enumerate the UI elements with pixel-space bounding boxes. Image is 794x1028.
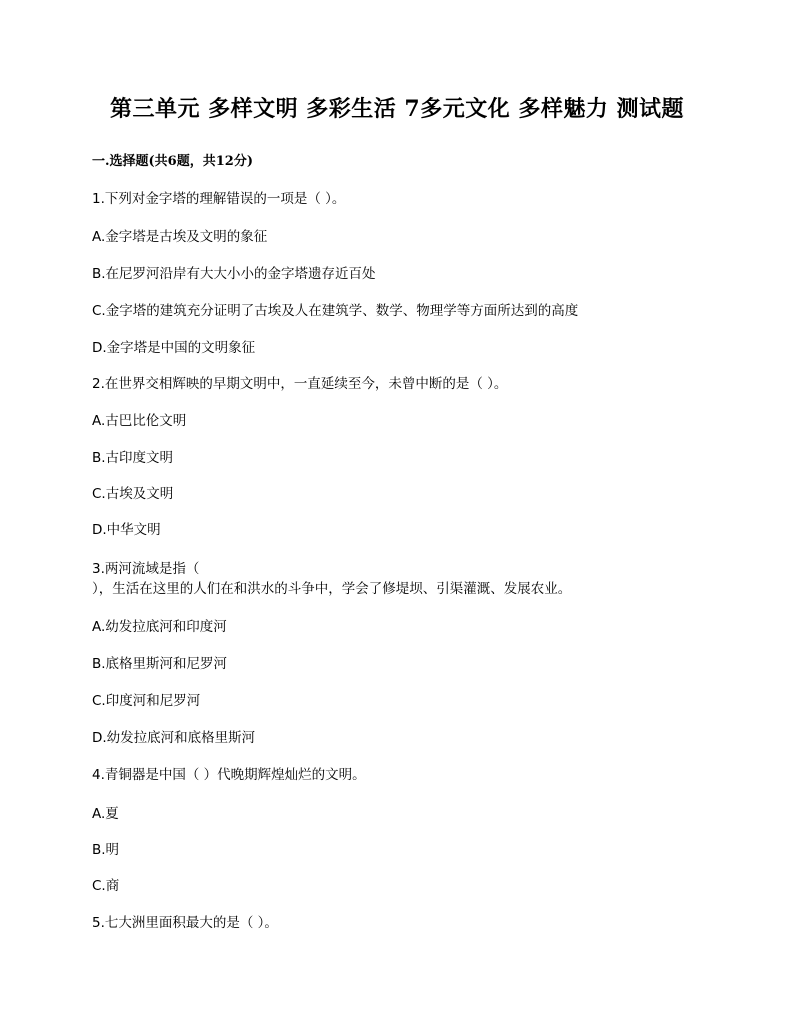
question-option: B.古印度文明	[92, 450, 174, 466]
question-option: B.明	[92, 842, 120, 858]
section-heading: 一.选择题(共6题，共12分)	[92, 154, 253, 169]
question-option: B.在尼罗河沿岸有大大小小的金字塔遗存近百处	[92, 266, 376, 282]
question-option: D.幼发拉底河和底格里斯河	[92, 730, 256, 746]
question-option: D.中华文明	[92, 522, 161, 538]
page-title: 第三单元 多样文明 多彩生活 7多元文化 多样魅力 测试题	[109, 96, 685, 122]
question-option: A.幼发拉底河和印度河	[92, 619, 227, 635]
question-option: C.金字塔的建筑充分证明了古埃及人在建筑学、数学、物理学等方面所达到的高度	[92, 303, 579, 319]
question-option: A.古巴比伦文明	[92, 413, 187, 429]
question-stem: 2.在世界交相辉映的早期文明中，一直延续至今，未曾中断的是（ ）。	[92, 376, 508, 392]
question-option: C.古埃及文明	[92, 486, 174, 502]
question-option: A.夏	[92, 806, 119, 822]
question-option: C.商	[92, 878, 120, 894]
question-option: A.金字塔是古埃及文明的象征	[92, 229, 268, 245]
question-option: D.金字塔是中国的文明象征	[92, 340, 256, 356]
question-option: B.底格里斯河和尼罗河	[92, 656, 228, 672]
question-stem: 3.两河流域是指（	[92, 561, 200, 577]
question-stem-continued: ），生活在这里的人们在和洪水的斗争中，学会了修堤坝、引渠灌溉、发展农业。	[92, 581, 572, 597]
question-stem: 1.下列对金字塔的理解错误的一项是（ ）。	[92, 191, 346, 207]
question-stem: 4.青铜器是中国（ ）代晚期辉煌灿烂的文明。	[92, 767, 366, 783]
question-stem: 5.七大洲里面积最大的是（ ）。	[92, 915, 278, 931]
question-option: C.印度河和尼罗河	[92, 693, 201, 709]
